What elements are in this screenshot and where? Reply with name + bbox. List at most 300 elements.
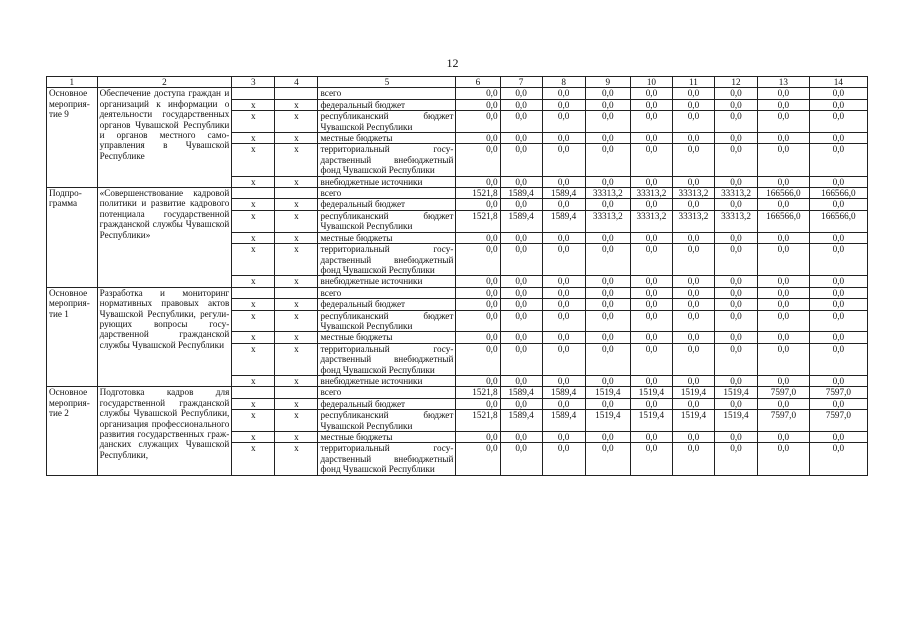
- value-cell: 0,0: [714, 244, 757, 276]
- value-cell: 0,0: [809, 144, 867, 176]
- value-cell: 0,0: [809, 299, 867, 310]
- value-cell: 0,0: [714, 111, 757, 133]
- code-cell-4: x: [275, 133, 318, 144]
- funding-source-cell: территориальный государственный внебюджетный фонд Чувашской Республики: [318, 144, 456, 176]
- value-cell: 1521,8: [456, 188, 500, 199]
- code-cell-3: [232, 287, 275, 298]
- value-cell: 0,0: [809, 199, 867, 210]
- value-cell: 0,0: [456, 443, 500, 475]
- code-cell-4: [275, 88, 318, 99]
- value-cell: 0,0: [456, 276, 500, 287]
- value-cell: 0,0: [585, 133, 630, 144]
- value-cell: 33313,2: [630, 188, 672, 199]
- value-cell: 0,0: [672, 232, 714, 243]
- event-type-cell: Основное мероприятие 2: [47, 387, 98, 475]
- value-cell: 33313,2: [672, 188, 714, 199]
- funding-source-cell: внебюджетные источники: [318, 375, 456, 386]
- value-cell: 1519,4: [714, 387, 757, 398]
- value-cell: 0,0: [542, 443, 585, 475]
- value-cell: 0,0: [758, 343, 810, 375]
- value-cell: 1589,4: [500, 188, 542, 199]
- value-cell: 0,0: [585, 199, 630, 210]
- value-cell: 0,0: [714, 375, 757, 386]
- value-cell: 0,0: [542, 375, 585, 386]
- header-cell: 13: [758, 77, 810, 88]
- funding-source-cell: федеральный бюджет: [318, 299, 456, 310]
- value-cell: 0,0: [585, 398, 630, 409]
- value-cell: 7597,0: [758, 387, 810, 398]
- value-cell: 0,0: [542, 176, 585, 187]
- code-cell-4: x: [275, 276, 318, 287]
- value-cell: 0,0: [672, 332, 714, 343]
- code-cell-3: x: [232, 244, 275, 276]
- code-cell-4: x: [275, 111, 318, 133]
- funding-source-cell: федеральный бюджет: [318, 398, 456, 409]
- table-row: [47, 287, 868, 298]
- value-cell: 0,0: [672, 299, 714, 310]
- code-cell-3: x: [232, 332, 275, 343]
- code-cell-4: [275, 287, 318, 298]
- funding-source-cell: республиканский бюджет Чувашской Республики: [318, 310, 456, 332]
- code-cell-4: x: [275, 410, 318, 432]
- header-cell: 4: [275, 77, 318, 88]
- value-cell: 0,0: [758, 111, 810, 133]
- value-cell: 0,0: [456, 332, 500, 343]
- value-cell: 0,0: [585, 299, 630, 310]
- value-cell: 0,0: [714, 310, 757, 332]
- value-cell: 0,0: [672, 443, 714, 475]
- header-cell: 6: [456, 77, 500, 88]
- value-cell: 0,0: [758, 443, 810, 475]
- value-cell: 0,0: [456, 299, 500, 310]
- value-cell: 0,0: [809, 332, 867, 343]
- value-cell: 0,0: [542, 232, 585, 243]
- value-cell: 33313,2: [630, 210, 672, 232]
- value-cell: 0,0: [456, 88, 500, 99]
- value-cell: 166566,0: [809, 188, 867, 199]
- funding-source-cell: всего: [318, 287, 456, 298]
- value-cell: 0,0: [630, 287, 672, 298]
- value-cell: 0,0: [585, 244, 630, 276]
- value-cell: 0,0: [500, 343, 542, 375]
- value-cell: 0,0: [500, 99, 542, 110]
- value-cell: 0,0: [585, 276, 630, 287]
- value-cell: 0,0: [758, 144, 810, 176]
- value-cell: 0,0: [809, 276, 867, 287]
- value-cell: 0,0: [672, 343, 714, 375]
- value-cell: 0,0: [758, 287, 810, 298]
- table-row: [47, 88, 868, 99]
- value-cell: 0,0: [714, 332, 757, 343]
- value-cell: 0,0: [500, 443, 542, 475]
- value-cell: 0,0: [456, 176, 500, 187]
- value-cell: 0,0: [456, 244, 500, 276]
- funding-source-cell: местные бюджеты: [318, 133, 456, 144]
- value-cell: 0,0: [630, 398, 672, 409]
- value-cell: 0,0: [542, 343, 585, 375]
- value-cell: 0,0: [809, 343, 867, 375]
- value-cell: 0,0: [585, 310, 630, 332]
- value-cell: 0,0: [714, 88, 757, 99]
- value-cell: 1519,4: [585, 387, 630, 398]
- value-cell: 0,0: [809, 432, 867, 443]
- value-cell: 166566,0: [758, 188, 810, 199]
- value-cell: 0,0: [585, 287, 630, 298]
- code-cell-4: x: [275, 210, 318, 232]
- value-cell: 0,0: [714, 133, 757, 144]
- funding-source-cell: местные бюджеты: [318, 332, 456, 343]
- value-cell: 0,0: [714, 176, 757, 187]
- funding-source-cell: территориальный государственный внебюджетный фонд Чувашской Республики: [318, 244, 456, 276]
- value-cell: 33313,2: [585, 210, 630, 232]
- value-cell: 0,0: [809, 176, 867, 187]
- value-cell: 0,0: [714, 144, 757, 176]
- value-cell: 0,0: [630, 443, 672, 475]
- funding-source-cell: федеральный бюджет: [318, 199, 456, 210]
- value-cell: 0,0: [630, 343, 672, 375]
- value-cell: 0,0: [630, 111, 672, 133]
- value-cell: 0,0: [542, 432, 585, 443]
- header-cell: 3: [232, 77, 275, 88]
- value-cell: 1519,4: [630, 410, 672, 432]
- code-cell-3: [232, 387, 275, 398]
- value-cell: 0,0: [714, 299, 757, 310]
- value-cell: 0,0: [500, 432, 542, 443]
- funding-source-cell: местные бюджеты: [318, 232, 456, 243]
- value-cell: 0,0: [456, 398, 500, 409]
- value-cell: 0,0: [809, 287, 867, 298]
- value-cell: 0,0: [714, 343, 757, 375]
- value-cell: 166566,0: [809, 210, 867, 232]
- header-cell: 1: [47, 77, 98, 88]
- code-cell-4: x: [275, 176, 318, 187]
- value-cell: 0,0: [809, 310, 867, 332]
- code-cell-3: x: [232, 99, 275, 110]
- code-cell-3: x: [232, 210, 275, 232]
- header-cell: 12: [714, 77, 757, 88]
- value-cell: 0,0: [714, 99, 757, 110]
- value-cell: 1521,8: [456, 210, 500, 232]
- value-cell: 0,0: [714, 443, 757, 475]
- table-row: [47, 387, 868, 398]
- value-cell: 33313,2: [585, 188, 630, 199]
- header-cell: 8: [542, 77, 585, 88]
- code-cell-3: x: [232, 232, 275, 243]
- header-cell: 9: [585, 77, 630, 88]
- value-cell: 0,0: [758, 310, 810, 332]
- funding-source-cell: республиканский бюджет Чувашской Республики: [318, 111, 456, 133]
- value-cell: 0,0: [672, 133, 714, 144]
- value-cell: 0,0: [672, 375, 714, 386]
- value-cell: 0,0: [809, 111, 867, 133]
- value-cell: 0,0: [758, 375, 810, 386]
- value-cell: 0,0: [456, 287, 500, 298]
- value-cell: 0,0: [456, 99, 500, 110]
- value-cell: 0,0: [500, 176, 542, 187]
- header-cell: 10: [630, 77, 672, 88]
- value-cell: 0,0: [672, 276, 714, 287]
- value-cell: 33313,2: [672, 210, 714, 232]
- value-cell: 0,0: [630, 276, 672, 287]
- value-cell: 0,0: [714, 432, 757, 443]
- value-cell: 0,0: [456, 343, 500, 375]
- value-cell: 0,0: [542, 133, 585, 144]
- value-cell: 0,0: [542, 244, 585, 276]
- code-cell-4: x: [275, 343, 318, 375]
- funding-source-cell: республиканский бюджет Чувашской Республики: [318, 410, 456, 432]
- value-cell: 0,0: [630, 199, 672, 210]
- value-cell: 0,0: [500, 232, 542, 243]
- value-cell: 33313,2: [714, 188, 757, 199]
- value-cell: 0,0: [672, 144, 714, 176]
- value-cell: 0,0: [500, 287, 542, 298]
- code-cell-3: x: [232, 443, 275, 475]
- value-cell: 7597,0: [758, 410, 810, 432]
- value-cell: 0,0: [585, 343, 630, 375]
- value-cell: 0,0: [809, 398, 867, 409]
- value-cell: 1521,8: [456, 387, 500, 398]
- value-cell: 166566,0: [758, 210, 810, 232]
- value-cell: 0,0: [630, 88, 672, 99]
- header-cell: 11: [672, 77, 714, 88]
- value-cell: 0,0: [542, 111, 585, 133]
- value-cell: 0,0: [758, 133, 810, 144]
- funding-source-cell: всего: [318, 387, 456, 398]
- value-cell: 0,0: [758, 299, 810, 310]
- value-cell: 1589,4: [542, 210, 585, 232]
- funding-source-cell: территориальный государственный внебюджетный фонд Чувашской Республики: [318, 343, 456, 375]
- value-cell: 0,0: [809, 232, 867, 243]
- funding-source-cell: федеральный бюджет: [318, 99, 456, 110]
- value-cell: 0,0: [542, 398, 585, 409]
- event-type-cell: Основное мероприятие 1: [47, 287, 98, 387]
- value-cell: 1519,4: [714, 410, 757, 432]
- value-cell: 0,0: [500, 111, 542, 133]
- value-cell: 0,0: [456, 144, 500, 176]
- code-cell-4: x: [275, 232, 318, 243]
- value-cell: 0,0: [672, 199, 714, 210]
- code-cell-3: [232, 88, 275, 99]
- code-cell-4: [275, 387, 318, 398]
- code-cell-4: x: [275, 99, 318, 110]
- header-cell: 2: [97, 77, 232, 88]
- event-name-cell: «Совершенствование кадровой политики и развитие кадрового потенциала государственной гражданской службы Чувашской Республики»: [97, 188, 232, 288]
- value-cell: 0,0: [630, 133, 672, 144]
- value-cell: 0,0: [585, 232, 630, 243]
- code-cell-3: x: [232, 133, 275, 144]
- code-cell-3: [232, 188, 275, 199]
- value-cell: 0,0: [500, 332, 542, 343]
- value-cell: 0,0: [672, 310, 714, 332]
- value-cell: 33313,2: [714, 210, 757, 232]
- value-cell: 0,0: [500, 244, 542, 276]
- value-cell: 0,0: [456, 310, 500, 332]
- value-cell: 1519,4: [672, 410, 714, 432]
- value-cell: 0,0: [542, 310, 585, 332]
- value-cell: 0,0: [500, 144, 542, 176]
- value-cell: 0,0: [714, 199, 757, 210]
- value-cell: 0,0: [672, 176, 714, 187]
- code-cell-4: x: [275, 199, 318, 210]
- code-cell-4: x: [275, 332, 318, 343]
- value-cell: 0,0: [809, 443, 867, 475]
- funding-source-cell: внебюджетные источники: [318, 276, 456, 287]
- event-name-cell: Подготовка кадров для государственной гражданской службы Чувашской Республики, организация профессионального развития государственных гражданских служащих Чувашской Республики,: [97, 387, 232, 475]
- value-cell: 0,0: [456, 133, 500, 144]
- value-cell: 0,0: [456, 111, 500, 133]
- value-cell: 0,0: [714, 287, 757, 298]
- value-cell: 0,0: [630, 310, 672, 332]
- value-cell: 0,0: [542, 287, 585, 298]
- value-cell: 0,0: [672, 99, 714, 110]
- table-row: [47, 188, 868, 199]
- value-cell: 0,0: [585, 375, 630, 386]
- code-cell-3: x: [232, 398, 275, 409]
- value-cell: 0,0: [630, 432, 672, 443]
- value-cell: 0,0: [672, 111, 714, 133]
- code-cell-3: x: [232, 199, 275, 210]
- code-cell-4: [275, 188, 318, 199]
- value-cell: 0,0: [542, 199, 585, 210]
- value-cell: 1519,4: [672, 387, 714, 398]
- value-cell: 0,0: [630, 299, 672, 310]
- code-cell-3: x: [232, 410, 275, 432]
- value-cell: 0,0: [542, 276, 585, 287]
- value-cell: 0,0: [672, 432, 714, 443]
- header-row: [47, 77, 868, 88]
- page-number: 12: [446, 56, 459, 70]
- value-cell: 0,0: [542, 144, 585, 176]
- value-cell: 0,0: [500, 133, 542, 144]
- event-type-cell: Подпрограмма: [47, 188, 98, 288]
- code-cell-4: x: [275, 244, 318, 276]
- value-cell: 1519,4: [585, 410, 630, 432]
- funding-source-cell: территориальный государственный внебюджетный фонд Чувашской Республики: [318, 443, 456, 475]
- funding-source-cell: внебюджетные источники: [318, 176, 456, 187]
- code-cell-4: x: [275, 375, 318, 386]
- value-cell: 0,0: [456, 432, 500, 443]
- value-cell: 0,0: [758, 199, 810, 210]
- code-cell-3: x: [232, 375, 275, 386]
- value-cell: 0,0: [758, 244, 810, 276]
- code-cell-3: x: [232, 310, 275, 332]
- code-cell-4: x: [275, 299, 318, 310]
- code-cell-4: x: [275, 310, 318, 332]
- code-cell-3: x: [232, 176, 275, 187]
- code-cell-3: x: [232, 276, 275, 287]
- value-cell: 1589,4: [500, 387, 542, 398]
- value-cell: 0,0: [585, 432, 630, 443]
- value-cell: 0,0: [758, 332, 810, 343]
- value-cell: 0,0: [630, 244, 672, 276]
- value-cell: 0,0: [758, 99, 810, 110]
- value-cell: 0,0: [809, 375, 867, 386]
- code-cell-4: x: [275, 443, 318, 475]
- value-cell: 1589,4: [500, 210, 542, 232]
- value-cell: 0,0: [714, 232, 757, 243]
- value-cell: 0,0: [630, 332, 672, 343]
- value-cell: 0,0: [585, 443, 630, 475]
- value-cell: 0,0: [542, 99, 585, 110]
- value-cell: 0,0: [500, 310, 542, 332]
- header-cell: 5: [318, 77, 456, 88]
- value-cell: 0,0: [672, 398, 714, 409]
- value-cell: 0,0: [758, 432, 810, 443]
- header-cell: 14: [809, 77, 867, 88]
- value-cell: 0,0: [585, 88, 630, 99]
- value-cell: 0,0: [630, 144, 672, 176]
- value-cell: 0,0: [456, 199, 500, 210]
- value-cell: 0,0: [809, 99, 867, 110]
- value-cell: 0,0: [714, 398, 757, 409]
- event-name-cell: Разработка и мониторинг нормативных правовых актов Чувашской Республики, регулирующих вопросы государственной гражданской службы Чувашской Республики: [97, 287, 232, 387]
- value-cell: 0,0: [630, 99, 672, 110]
- value-cell: 1589,4: [500, 410, 542, 432]
- value-cell: 0,0: [809, 244, 867, 276]
- header-cell: 7: [500, 77, 542, 88]
- value-cell: 1589,4: [542, 410, 585, 432]
- value-cell: 0,0: [585, 332, 630, 343]
- value-cell: 7597,0: [809, 387, 867, 398]
- value-cell: 0,0: [542, 332, 585, 343]
- code-cell-3: x: [232, 432, 275, 443]
- value-cell: 0,0: [809, 133, 867, 144]
- value-cell: 0,0: [714, 276, 757, 287]
- value-cell: 0,0: [456, 232, 500, 243]
- value-cell: 0,0: [672, 244, 714, 276]
- value-cell: 0,0: [758, 276, 810, 287]
- value-cell: 0,0: [758, 88, 810, 99]
- value-cell: 0,0: [500, 299, 542, 310]
- value-cell: 0,0: [758, 176, 810, 187]
- funding-source-cell: местные бюджеты: [318, 432, 456, 443]
- value-cell: 0,0: [500, 276, 542, 287]
- code-cell-4: x: [275, 432, 318, 443]
- code-cell-3: x: [232, 343, 275, 375]
- value-cell: 0,0: [500, 398, 542, 409]
- value-cell: 0,0: [758, 232, 810, 243]
- code-cell-3: x: [232, 111, 275, 133]
- value-cell: 0,0: [630, 232, 672, 243]
- value-cell: 0,0: [809, 88, 867, 99]
- event-name-cell: Обеспечение доступа граждан и организаций к информации о деятельности государственных органов Чувашской Республики и органов местного самоуправления в Чувашской Республике: [97, 88, 232, 188]
- value-cell: 0,0: [456, 375, 500, 386]
- value-cell: 1589,4: [542, 387, 585, 398]
- value-cell: 7597,0: [809, 410, 867, 432]
- value-cell: 0,0: [672, 88, 714, 99]
- value-cell: 0,0: [500, 199, 542, 210]
- code-cell-3: x: [232, 299, 275, 310]
- value-cell: 0,0: [630, 176, 672, 187]
- value-cell: 0,0: [758, 398, 810, 409]
- value-cell: 0,0: [585, 111, 630, 133]
- value-cell: 0,0: [585, 176, 630, 187]
- code-cell-3: x: [232, 144, 275, 176]
- code-cell-4: x: [275, 144, 318, 176]
- value-cell: 0,0: [500, 375, 542, 386]
- value-cell: 0,0: [542, 88, 585, 99]
- value-cell: 0,0: [585, 99, 630, 110]
- value-cell: 1589,4: [542, 188, 585, 199]
- value-cell: 1519,4: [630, 387, 672, 398]
- value-cell: 0,0: [542, 299, 585, 310]
- budget-table: [46, 76, 868, 476]
- value-cell: 0,0: [500, 88, 542, 99]
- event-type-cell: Основное мероприятие 9: [47, 88, 98, 188]
- value-cell: 0,0: [585, 144, 630, 176]
- value-cell: 1521,8: [456, 410, 500, 432]
- value-cell: 0,0: [630, 375, 672, 386]
